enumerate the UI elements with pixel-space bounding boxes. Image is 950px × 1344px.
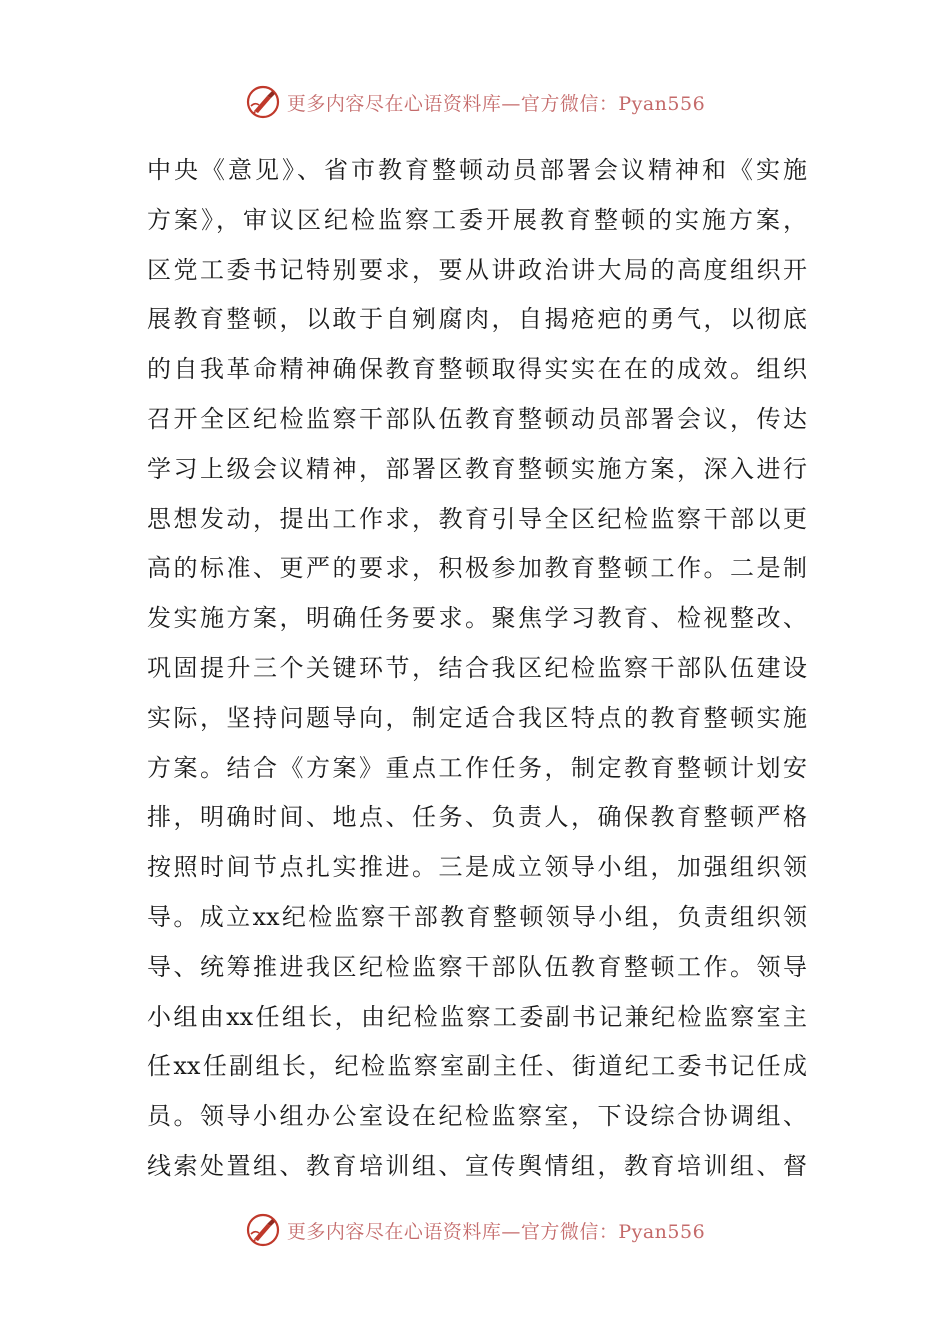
body-line: 小组由xx任组长，由纪检监察工委副书记兼纪检监察室主 — [147, 1002, 807, 1031]
body-line: 高的标准、更严的要求，积极参加教育整顿工作。二是制 — [147, 554, 807, 583]
body-line: 导。成立xx纪检监察干部教育整顿领导小组，负责组织领 — [147, 902, 807, 931]
body-line: 展教育整顿，以敢于自剜腐肉，自揭疮疤的勇气，以彻底 — [147, 305, 807, 334]
body-line: 任xx任副组长，纪检监察室副主任、街道纪工委书记任成 — [147, 1052, 807, 1081]
footer-banner-text: 更多内容尽在心语资料库—官方微信：Pyan556 — [286, 1220, 706, 1243]
pen-nib-logo-icon — [245, 1212, 281, 1248]
body-line: 线索处置组、教育培训组、宣传舆情组，教育培训组、督 — [147, 1151, 807, 1180]
body-line: 方案。结合《方案》重点工作任务，制定教育整顿计划安 — [147, 753, 807, 782]
header-banner — [0, 82, 950, 122]
body-line: 中央《意见》、省市教育整顿动员部署会议精神和《实施 — [147, 156, 807, 184]
body-line: 学习上级会议精神，部署区教育整顿实施方案，深入进行 — [147, 454, 807, 483]
pen-nib-logo-icon — [245, 84, 281, 120]
body-line: 排，明确时间、地点、任务、负责人，确保教育整顿严格 — [147, 803, 807, 832]
body-line: 区党工委书记特别要求，要从讲政治讲大局的高度组织开 — [147, 255, 807, 284]
body-line: 实际，坚持问题导向，制定适合我区特点的教育整顿实施 — [147, 703, 807, 732]
body-line: 召开全区纪检监察干部队伍教育整顿动员部署会议，传达 — [147, 404, 807, 433]
body-line: 思想发动，提出工作求，教育引导全区纪检监察干部以更 — [147, 504, 807, 533]
header-banner-text: 更多内容尽在心语资料库—官方微信：Pyan556 — [286, 92, 706, 115]
body-line: 员。领导小组办公室设在纪检监察室，下设综合协调组、 — [147, 1102, 807, 1131]
body-line: 发实施方案，明确任务要求。聚焦学习教育、检视整改、 — [147, 604, 807, 633]
body-line: 的自我革命精神确保教育整顿取得实实在在的成效。组织 — [147, 355, 807, 384]
body-line: 按照时间节点扎实推进。三是成立领导小组，加强组织领 — [147, 853, 807, 882]
footer-banner — [0, 1210, 950, 1250]
body-line: 导、统筹推进我区纪检监察干部队伍教育整顿工作。领导 — [147, 952, 807, 981]
body-line: 方案》，审议区纪检监察工委开展教育整顿的实施方案， — [147, 205, 807, 234]
document-body — [147, 146, 807, 1192]
body-line: 巩固提升三个关键环节，结合我区纪检监察干部队伍建设 — [147, 653, 807, 682]
